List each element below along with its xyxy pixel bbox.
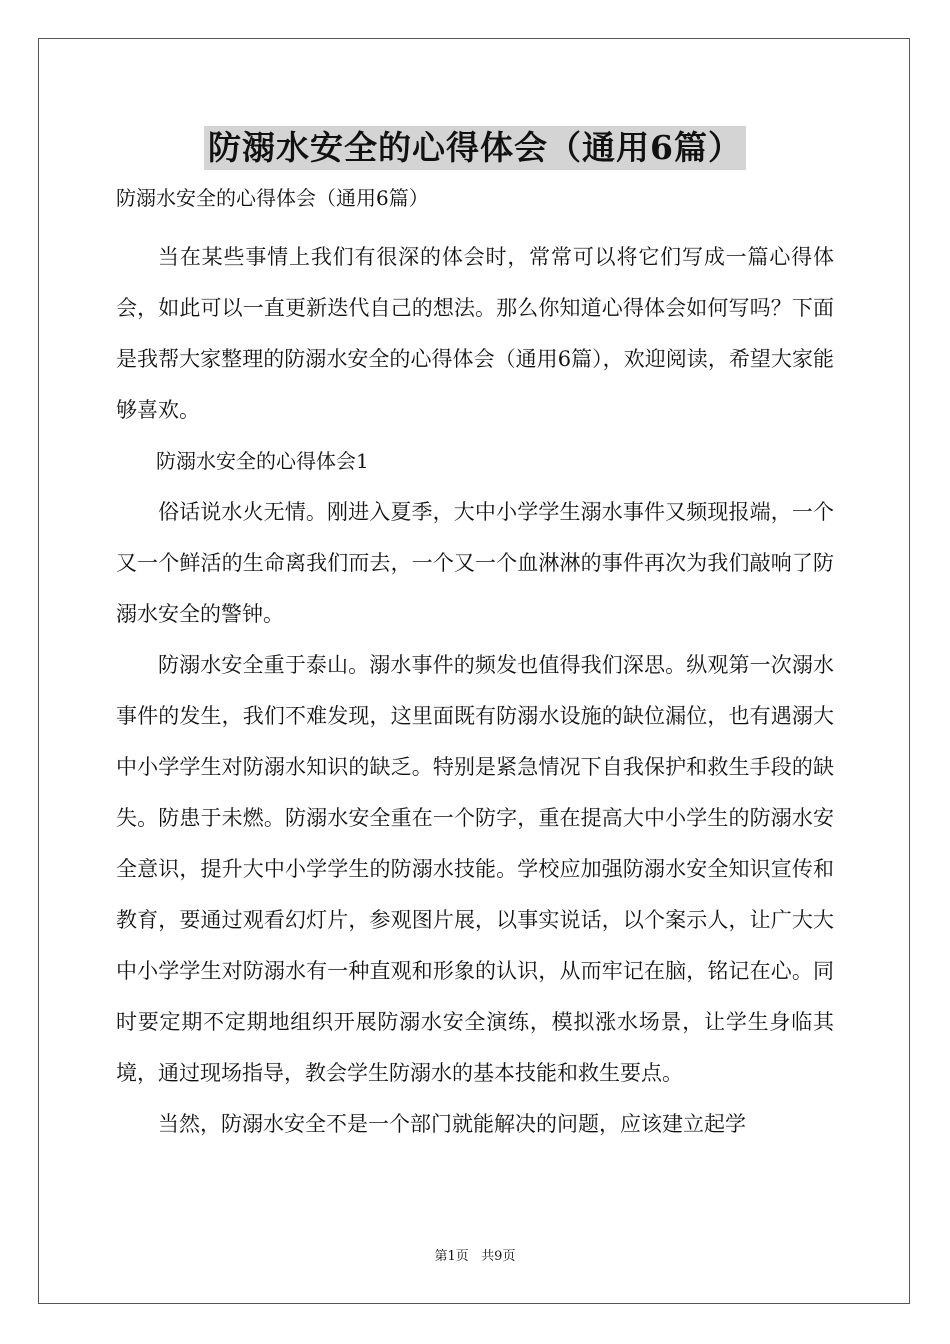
document-body bbox=[116, 232, 834, 1150]
document-subtitle: 防溺水安全的心得体会（通用6篇） bbox=[116, 186, 429, 210]
page-footer: 第1页 共9页 bbox=[434, 1249, 516, 1264]
body-paragraph: 当然，防溺水安全不是一个部门就能解决的问题，应该建立起学 bbox=[158, 1112, 746, 1136]
section-heading: 防溺水安全的心得体会1 bbox=[156, 449, 369, 473]
document-title: 防溺水安全的心得体会（通用6篇） bbox=[204, 126, 746, 170]
title-container bbox=[0, 126, 950, 170]
body-paragraph: 俗话说水火无情。刚进入夏季，大中小学学生溺水事件又频现报端，一个又一个鲜活的生命离我们而去，一个又一个血淋淋的事件再次为我们敲响了防溺水安全的警钟。 bbox=[116, 500, 834, 626]
body-paragraph: 防溺水安全重于泰山。溺水事件的频发也值得我们深思。纵观第一次溺水事件的发生，我们不难发现，这里面既有防溺水设施的缺位漏位，也有遇溺大中小学学生对防溺水知识的缺乏。特别是紧急情况下自我保护和救生手段的缺失。防患于未燃。防溺水安全重在一个防字，重在提高大中小学生的防溺水安全意识，提升大中小学学生的防溺水技能。学校应加强防溺水安全知识宣传和教育，要通过观看幻灯片，参观图片展，以事实说话，以个案示人，让广大大中小学学生对防溺水有一种直观和形象的认识，从而牢记在脑，铭记在心。同时要定期不定期地组织开展防溺水安全演练，模拟涨水场景，让学生身临其境，通过现场指导，教会学生防溺水的基本技能和救生要点。 bbox=[116, 653, 834, 1085]
intro-paragraph: 当在某些事情上我们有很深的体会时，常常可以将它们写成一篇心得体会，如此可以一直更新迭代自己的想法。那么你知道心得体会如何写吗？下面是我帮大家整理的防溺水安全的心得体会（通用6篇），欢迎阅读，希望大家能够喜欢。 bbox=[116, 245, 834, 422]
